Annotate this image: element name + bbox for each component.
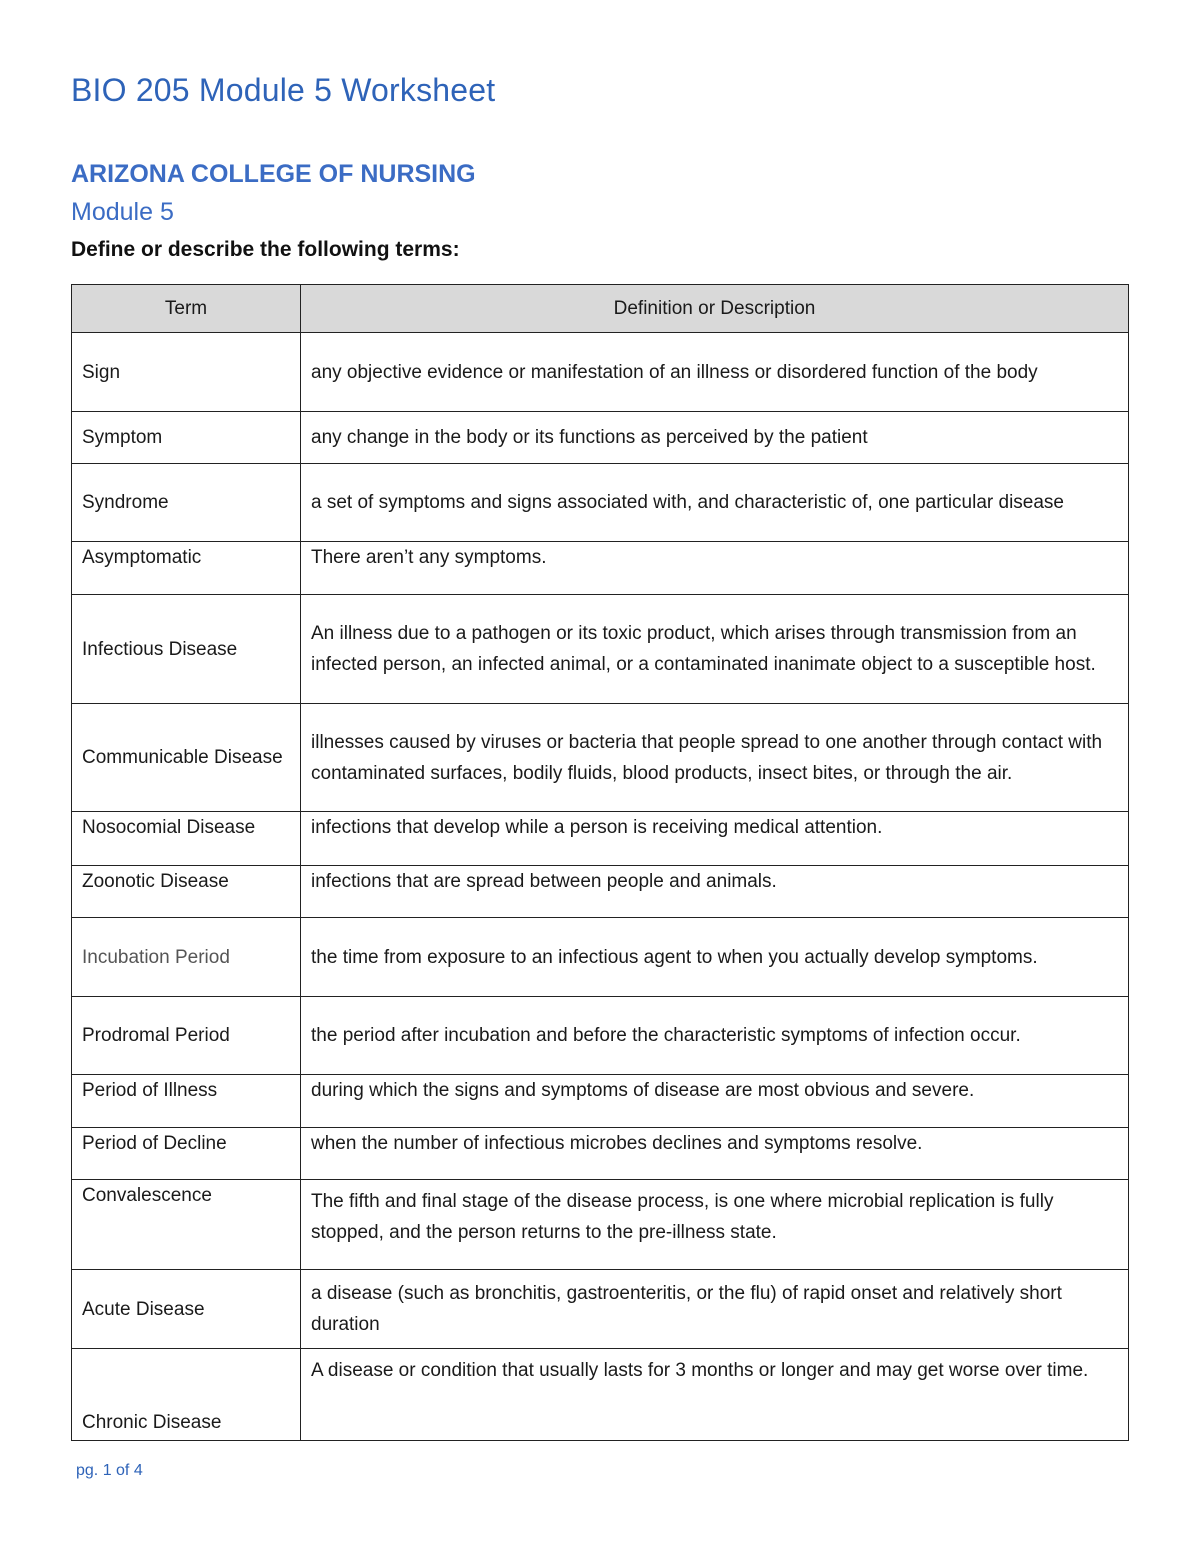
definition-cell: any objective evidence or manifestation of an illness or disordered function of the body [301,333,1129,412]
terms-table [71,284,1129,1441]
term-cell: Incubation Period [72,918,301,997]
definition-cell: during which the signs and symptoms of disease are most obvious and severe. [301,1075,1129,1128]
term-cell: Asymptomatic [72,542,301,595]
table-row [72,1128,1129,1180]
table-row [72,1349,1129,1441]
definition-cell: a set of symptoms and signs associated with, and characteristic of, one particular disease [301,464,1129,542]
table-row [72,542,1129,595]
table-row [72,1180,1129,1270]
term-cell: Chronic Disease [72,1349,301,1441]
term-cell: Syndrome [72,464,301,542]
definition-cell: when the number of infectious microbes declines and symptoms resolve. [301,1128,1129,1180]
page-number: pg. 1 of 4 [76,1462,143,1479]
table-row [72,464,1129,542]
table-row [72,704,1129,812]
definition-cell: the time from exposure to an infectious agent to when you actually develop symptoms. [301,918,1129,997]
definition-cell: a disease (such as bronchitis, gastroenteritis, or the flu) of rapid onset and relatively short duration [301,1270,1129,1349]
definition-cell: infections that are spread between people and animals. [301,866,1129,918]
definition-cell: An illness due to a pathogen or its toxic product, which arises through transmission from an infected person, an infected animal, or a contaminated inanimate object to a susceptible host. [301,595,1129,704]
definition-cell: the period after incubation and before the characteristic symptoms of infection occur. [301,997,1129,1075]
term-cell: Infectious Disease [72,595,301,704]
table-row [72,1075,1129,1128]
table-row [72,918,1129,997]
definition-cell: A disease or condition that usually lasts for 3 months or longer and may get worse over time. [301,1349,1129,1441]
definition-cell: There aren’t any symptoms. [301,542,1129,595]
college-name: ARIZONA COLLEGE OF NURSING [71,160,476,188]
table-row [72,866,1129,918]
term-cell: Prodromal Period [72,997,301,1075]
definition-column-header: Definition or Description [301,285,1129,333]
table-row [72,595,1129,704]
definition-cell: any change in the body or its functions as perceived by the patient [301,412,1129,464]
document-title: BIO 205 Module 5 Worksheet [71,72,496,108]
term-cell: Communicable Disease [72,704,301,812]
term-cell: Period of Illness [72,1075,301,1128]
definition-cell: infections that develop while a person is receiving medical attention. [301,812,1129,866]
table-row [72,997,1129,1075]
term-cell: Nosocomial Disease [72,812,301,866]
term-cell: Period of Decline [72,1128,301,1180]
table-row [72,812,1129,866]
table-row [72,333,1129,412]
table-row [72,1270,1129,1349]
term-cell: Acute Disease [72,1270,301,1349]
table-header-row [72,285,1129,333]
module-heading: Module 5 [71,198,174,226]
definition-cell: illnesses caused by viruses or bacteria that people spread to one another through contact with contaminated surfaces, bodily fluids, blood products, insect bites, or through the air. [301,704,1129,812]
term-cell: Symptom [72,412,301,464]
term-cell: Sign [72,333,301,412]
term-column-header: Term [72,285,301,333]
table-row [72,412,1129,464]
term-cell: Convalescence [72,1180,301,1270]
definition-cell: The fifth and final stage of the disease process, is one where microbial replication is fully stopped, and the person returns to the pre-illness state. [301,1180,1129,1270]
instruction-text: Define or describe the following terms: [71,238,460,261]
term-cell: Zoonotic Disease [72,866,301,918]
